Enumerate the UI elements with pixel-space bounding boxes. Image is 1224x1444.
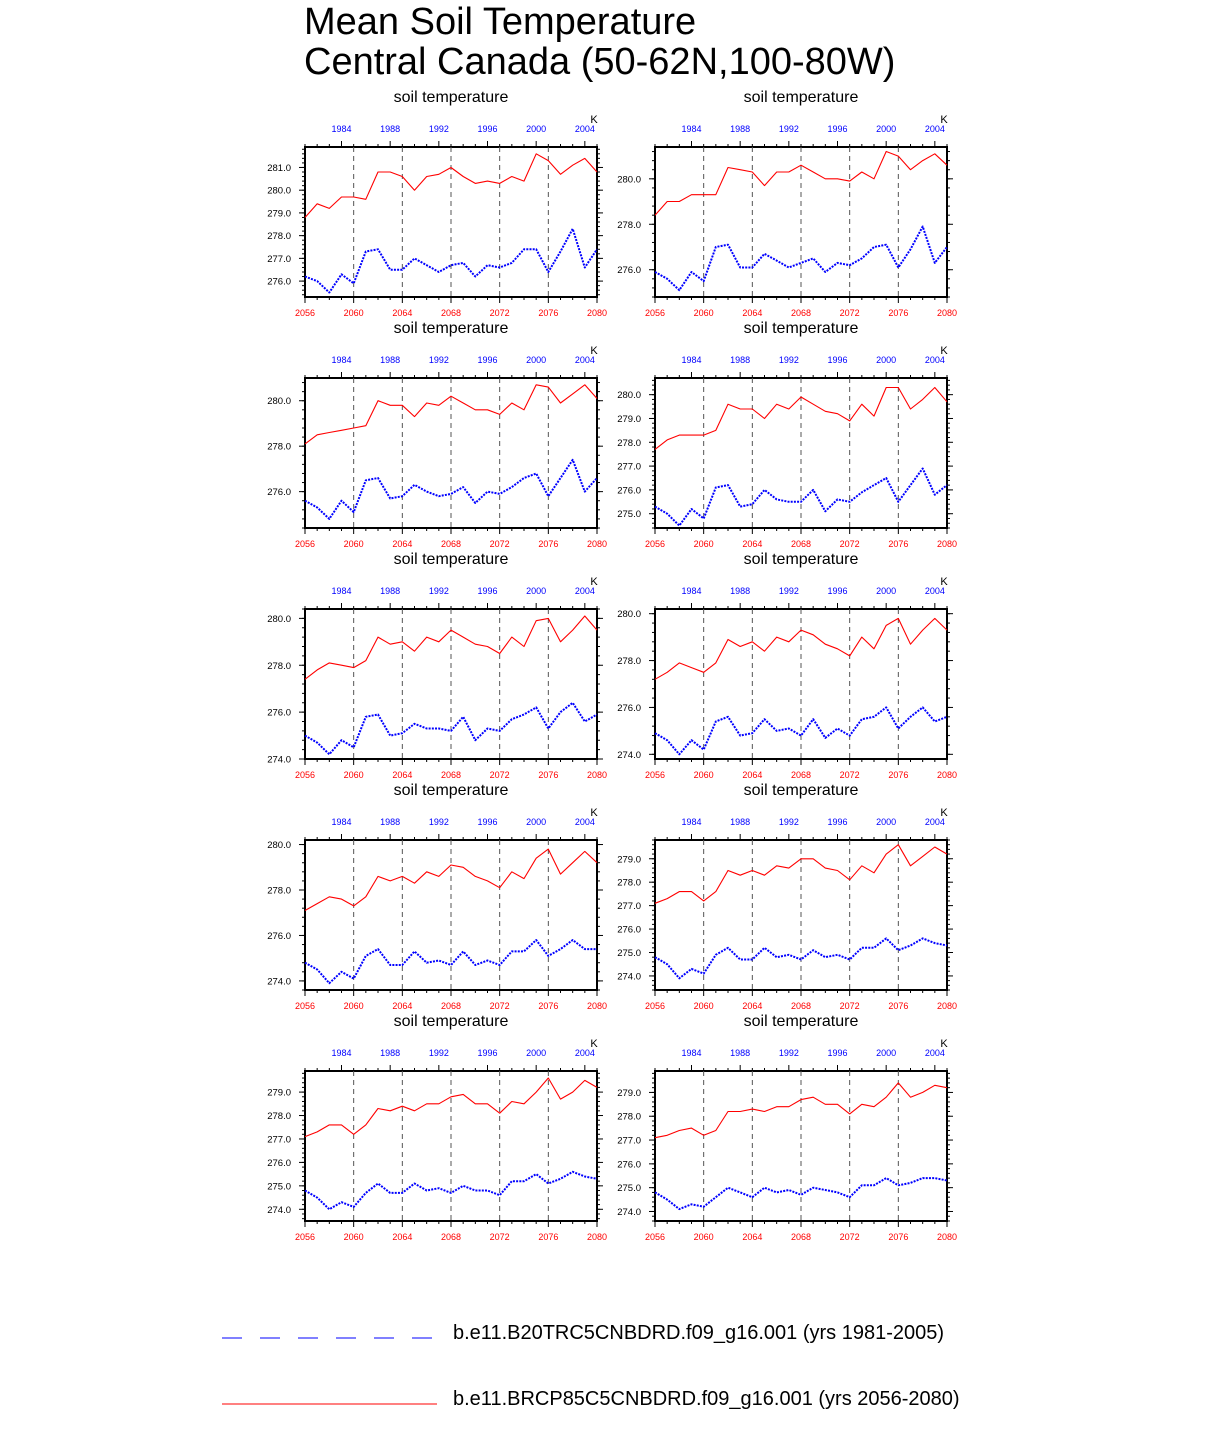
panel-title: soil temperature — [393, 1013, 509, 1030]
bottom-tick-label: 2080 — [936, 1001, 958, 1011]
panel-title: soil temperature — [743, 1013, 859, 1030]
top-tick-label: 1992 — [428, 817, 449, 827]
top-tick-label: 1992 — [778, 124, 799, 134]
units-label: K — [590, 345, 598, 357]
panel-title: soil temperature — [743, 782, 859, 799]
top-tick-label: 2000 — [876, 586, 897, 596]
bottom-tick-label: 2076 — [538, 1001, 559, 1011]
top-tick-label: 2004 — [924, 124, 945, 134]
y-tick-label: 280.0 — [617, 609, 641, 621]
bottom-tick-label: 2072 — [489, 1232, 510, 1242]
y-tick-label: 274.0 — [617, 971, 641, 983]
y-tick-label: 280.0 — [267, 185, 291, 197]
top-tick-label: 1996 — [477, 1048, 498, 1058]
y-tick-label: 280.0 — [617, 174, 641, 186]
top-tick-label: 1984 — [681, 355, 702, 365]
y-tick-label: 274.0 — [267, 976, 291, 988]
panel-5 — [267, 551, 607, 780]
y-tick-label: 279.0 — [267, 208, 291, 220]
y-tick-label: 275.0 — [617, 509, 641, 521]
bottom-tick-label: 2076 — [538, 539, 559, 549]
bottom-tick-label: 2064 — [742, 308, 763, 318]
units-label: K — [590, 114, 598, 126]
panel-7 — [267, 782, 607, 1011]
y-tick-label: 277.0 — [267, 1134, 291, 1146]
y-tick-label: 274.0 — [617, 749, 641, 761]
panel-10 — [617, 1013, 957, 1242]
y-tick-label: 278.0 — [617, 656, 641, 668]
bottom-tick-label: 2056 — [644, 539, 666, 549]
top-tick-label: 2004 — [924, 355, 945, 365]
y-tick-label: 276.0 — [267, 487, 291, 499]
y-tick-label: 280.0 — [617, 390, 641, 402]
top-tick-label: 2000 — [526, 586, 547, 596]
top-tick-label: 2000 — [526, 1048, 547, 1058]
bottom-tick-label: 2080 — [936, 770, 958, 780]
top-tick-label: 1984 — [331, 586, 352, 596]
y-tick-label: 274.0 — [267, 1204, 291, 1216]
y-tick-label: 275.0 — [617, 948, 641, 959]
y-tick-label: 278.0 — [267, 885, 291, 897]
top-tick-label: 1996 — [477, 586, 498, 596]
bottom-tick-label: 2060 — [343, 770, 364, 780]
y-tick-label: 277.0 — [617, 461, 641, 473]
legend-item-historical — [0, 1318, 1224, 1358]
bottom-tick-label: 2064 — [392, 539, 413, 549]
bottom-tick-label: 2072 — [839, 539, 860, 549]
bottom-tick-label: 2056 — [294, 770, 316, 780]
figure-title-line1: Mean Soil Temperature — [304, 1, 697, 43]
y-tick-label: 274.0 — [267, 754, 291, 766]
top-tick-label: 1996 — [477, 355, 498, 365]
bottom-tick-label: 2068 — [790, 1001, 812, 1011]
bottom-tick-label: 2072 — [489, 308, 510, 318]
bottom-tick-label: 2072 — [839, 770, 860, 780]
top-tick-label: 1992 — [428, 1048, 449, 1058]
bottom-tick-label: 2068 — [790, 1232, 812, 1242]
y-tick-label: 280.0 — [267, 396, 291, 408]
top-tick-label: 2004 — [574, 586, 595, 596]
bottom-tick-label: 2056 — [644, 1001, 666, 1011]
y-tick-label: 276.0 — [267, 707, 291, 719]
bottom-tick-label: 2080 — [586, 539, 608, 549]
y-tick-label: 276.0 — [617, 265, 641, 277]
panel-2 — [617, 89, 957, 318]
bottom-tick-label: 2076 — [888, 1001, 909, 1011]
bottom-tick-label: 2068 — [440, 308, 462, 318]
bottom-tick-label: 2060 — [693, 1001, 714, 1011]
top-tick-label: 1984 — [331, 355, 352, 365]
top-tick-label: 2004 — [924, 1048, 945, 1058]
top-tick-label: 1984 — [681, 1048, 702, 1058]
top-tick-label: 1996 — [827, 817, 848, 827]
bottom-tick-label: 2064 — [392, 1001, 413, 1011]
bottom-tick-label: 2064 — [742, 539, 763, 549]
top-tick-label: 1988 — [380, 817, 401, 827]
y-tick-label: 277.0 — [617, 901, 641, 913]
panel-4 — [617, 320, 957, 549]
bottom-tick-label: 2056 — [644, 1232, 666, 1242]
bottom-tick-label: 2064 — [742, 770, 763, 780]
y-tick-label: 278.0 — [267, 231, 291, 243]
y-tick-label: 276.0 — [617, 485, 641, 497]
top-tick-label: 1992 — [428, 124, 449, 134]
bottom-tick-label: 2060 — [343, 539, 364, 549]
y-tick-label: 278.0 — [617, 219, 641, 231]
panel-title: soil temperature — [743, 320, 859, 337]
bottom-tick-label: 2060 — [693, 308, 714, 318]
bottom-tick-label: 2060 — [343, 308, 364, 318]
y-tick-label: 279.0 — [617, 854, 641, 866]
top-tick-label: 1988 — [730, 355, 751, 365]
bottom-tick-label: 2056 — [644, 770, 666, 780]
top-tick-label: 2000 — [876, 124, 897, 134]
top-tick-label: 1996 — [827, 355, 848, 365]
top-tick-label: 1992 — [778, 817, 799, 827]
legend-label-historical: b.e11.B20TRC5CNBDRD.f09_g16.001 (yrs 1981-2005) — [453, 1322, 945, 1344]
bottom-tick-label: 2080 — [936, 308, 958, 318]
panel-title: soil temperature — [393, 551, 509, 568]
bottom-tick-label: 2060 — [343, 1232, 364, 1242]
top-tick-label: 2000 — [876, 355, 897, 365]
bottom-tick-label: 2080 — [586, 1232, 608, 1242]
bottom-tick-label: 2076 — [538, 1232, 559, 1242]
bottom-tick-label: 2068 — [440, 1001, 462, 1011]
y-tick-label: 278.0 — [617, 437, 641, 449]
bottom-tick-label: 2056 — [644, 308, 666, 318]
top-tick-label: 1992 — [778, 1048, 799, 1058]
top-tick-label: 2004 — [924, 586, 945, 596]
units-label: K — [940, 576, 948, 588]
y-tick-label: 278.0 — [617, 877, 641, 889]
bottom-tick-label: 2072 — [839, 308, 860, 318]
top-tick-label: 2000 — [526, 124, 547, 134]
top-tick-label: 2004 — [574, 817, 595, 827]
top-tick-label: 2000 — [876, 1048, 897, 1058]
legend-swatch-rcp85 — [220, 1392, 440, 1412]
top-tick-label: 2000 — [876, 817, 897, 827]
bottom-tick-label: 2064 — [742, 1232, 763, 1242]
y-tick-label: 278.0 — [617, 1111, 641, 1123]
top-tick-label: 1988 — [380, 586, 401, 596]
top-tick-label: 1988 — [730, 586, 751, 596]
bottom-tick-label: 2076 — [538, 770, 559, 780]
top-tick-label: 2004 — [924, 817, 945, 827]
units-label: K — [940, 345, 948, 357]
bottom-tick-label: 2060 — [693, 539, 714, 549]
top-tick-label: 1992 — [778, 586, 799, 596]
top-tick-label: 1984 — [331, 124, 352, 134]
figure-title-line2: Central Canada (50-62N,100-80W) — [304, 41, 896, 83]
panel-1 — [267, 89, 607, 318]
top-tick-label: 2000 — [526, 355, 547, 365]
bottom-tick-label: 2080 — [936, 539, 958, 549]
units-label: K — [940, 807, 948, 819]
units-label: K — [940, 1038, 948, 1050]
top-tick-label: 1988 — [380, 1048, 401, 1058]
bottom-tick-label: 2064 — [742, 1001, 763, 1011]
top-tick-label: 1988 — [730, 124, 751, 134]
bottom-tick-label: 2080 — [586, 308, 608, 318]
bottom-tick-label: 2080 — [586, 1001, 608, 1011]
top-tick-label: 1996 — [827, 124, 848, 134]
y-tick-label: 274.0 — [617, 1206, 641, 1218]
bottom-tick-label: 2060 — [693, 770, 714, 780]
y-tick-label: 279.0 — [267, 1087, 291, 1099]
y-tick-label: 279.0 — [617, 413, 641, 425]
bottom-tick-label: 2056 — [294, 1001, 316, 1011]
bottom-tick-label: 2064 — [392, 1232, 413, 1242]
top-tick-label: 1988 — [380, 124, 401, 134]
bottom-tick-label: 2080 — [936, 1232, 958, 1242]
bottom-tick-label: 2072 — [839, 1232, 860, 1242]
panel-3 — [267, 320, 607, 549]
y-tick-label: 278.0 — [267, 441, 291, 453]
bottom-tick-label: 2068 — [440, 1232, 462, 1242]
units-label: K — [590, 807, 598, 819]
top-tick-label: 1988 — [730, 817, 751, 827]
bottom-tick-label: 2068 — [440, 770, 462, 780]
y-tick-label: 276.0 — [267, 1157, 291, 1169]
bottom-tick-label: 2072 — [839, 1001, 860, 1011]
top-tick-label: 1984 — [681, 586, 702, 596]
bottom-tick-label: 2056 — [294, 308, 316, 318]
y-tick-label: 280.0 — [267, 613, 291, 625]
y-tick-label: 275.0 — [617, 1183, 641, 1195]
y-tick-label: 275.0 — [267, 1181, 291, 1193]
top-tick-label: 1984 — [331, 817, 352, 827]
y-tick-label: 276.0 — [617, 1159, 641, 1171]
top-tick-label: 1992 — [428, 355, 449, 365]
panel-title: soil temperature — [393, 320, 509, 337]
bottom-tick-label: 2076 — [888, 539, 909, 549]
bottom-tick-label: 2068 — [790, 308, 812, 318]
top-tick-label: 1996 — [477, 817, 498, 827]
y-tick-label: 276.0 — [267, 276, 291, 288]
y-tick-label: 277.0 — [617, 1135, 641, 1147]
panel-8 — [617, 782, 957, 1011]
top-tick-label: 1984 — [681, 817, 702, 827]
bottom-tick-label: 2060 — [343, 1001, 364, 1011]
top-tick-label: 1984 — [331, 1048, 352, 1058]
y-tick-label: 276.0 — [617, 924, 641, 936]
bottom-tick-label: 2076 — [888, 308, 909, 318]
bottom-tick-label: 2064 — [392, 770, 413, 780]
top-tick-label: 1988 — [730, 1048, 751, 1058]
top-tick-label: 1996 — [827, 1048, 848, 1058]
y-tick-label: 281.0 — [267, 162, 291, 174]
y-tick-label: 277.0 — [267, 253, 291, 265]
bottom-tick-label: 2068 — [790, 770, 812, 780]
y-tick-label: 278.0 — [267, 1111, 291, 1123]
panel-title: soil temperature — [393, 782, 509, 799]
bottom-tick-label: 2072 — [489, 770, 510, 780]
y-tick-label: 279.0 — [617, 1087, 641, 1099]
bottom-tick-label: 2056 — [294, 539, 316, 549]
top-tick-label: 2004 — [574, 124, 595, 134]
units-label: K — [940, 114, 948, 126]
panel-6 — [617, 551, 957, 780]
top-tick-label: 1996 — [827, 586, 848, 596]
top-tick-label: 1984 — [681, 124, 702, 134]
bottom-tick-label: 2056 — [294, 1232, 316, 1242]
units-label: K — [590, 1038, 598, 1050]
legend-label-rcp85: b.e11.BRCP85C5CNBDRD.f09_g16.001 (yrs 2056-2080) — [453, 1388, 960, 1410]
legend-item-rcp85 — [0, 1384, 1224, 1424]
units-label: K — [590, 576, 598, 588]
panel-9 — [267, 1013, 607, 1242]
top-tick-label: 2000 — [526, 817, 547, 827]
top-tick-label: 1992 — [428, 586, 449, 596]
top-tick-label: 1988 — [380, 355, 401, 365]
bottom-tick-label: 2072 — [489, 539, 510, 549]
bottom-tick-label: 2068 — [790, 539, 812, 549]
top-tick-label: 2004 — [574, 1048, 595, 1058]
bottom-tick-label: 2060 — [693, 1232, 714, 1242]
top-tick-label: 2004 — [574, 355, 595, 365]
top-tick-label: 1996 — [477, 124, 498, 134]
panel-title: soil temperature — [393, 89, 509, 106]
y-tick-label: 276.0 — [617, 702, 641, 714]
bottom-tick-label: 2076 — [538, 308, 559, 318]
panel-title: soil temperature — [743, 551, 859, 568]
y-tick-label: 276.0 — [267, 930, 291, 942]
y-tick-label: 278.0 — [267, 660, 291, 672]
bottom-tick-label: 2076 — [888, 770, 909, 780]
top-tick-label: 1992 — [778, 355, 799, 365]
bottom-tick-label: 2072 — [489, 1001, 510, 1011]
y-tick-label: 280.0 — [267, 840, 291, 852]
bottom-tick-label: 2064 — [392, 308, 413, 318]
bottom-tick-label: 2076 — [888, 1232, 909, 1242]
bottom-tick-label: 2080 — [586, 770, 608, 780]
bottom-tick-label: 2068 — [440, 539, 462, 549]
legend-swatch-historical — [220, 1326, 440, 1346]
panel-title: soil temperature — [743, 89, 859, 106]
